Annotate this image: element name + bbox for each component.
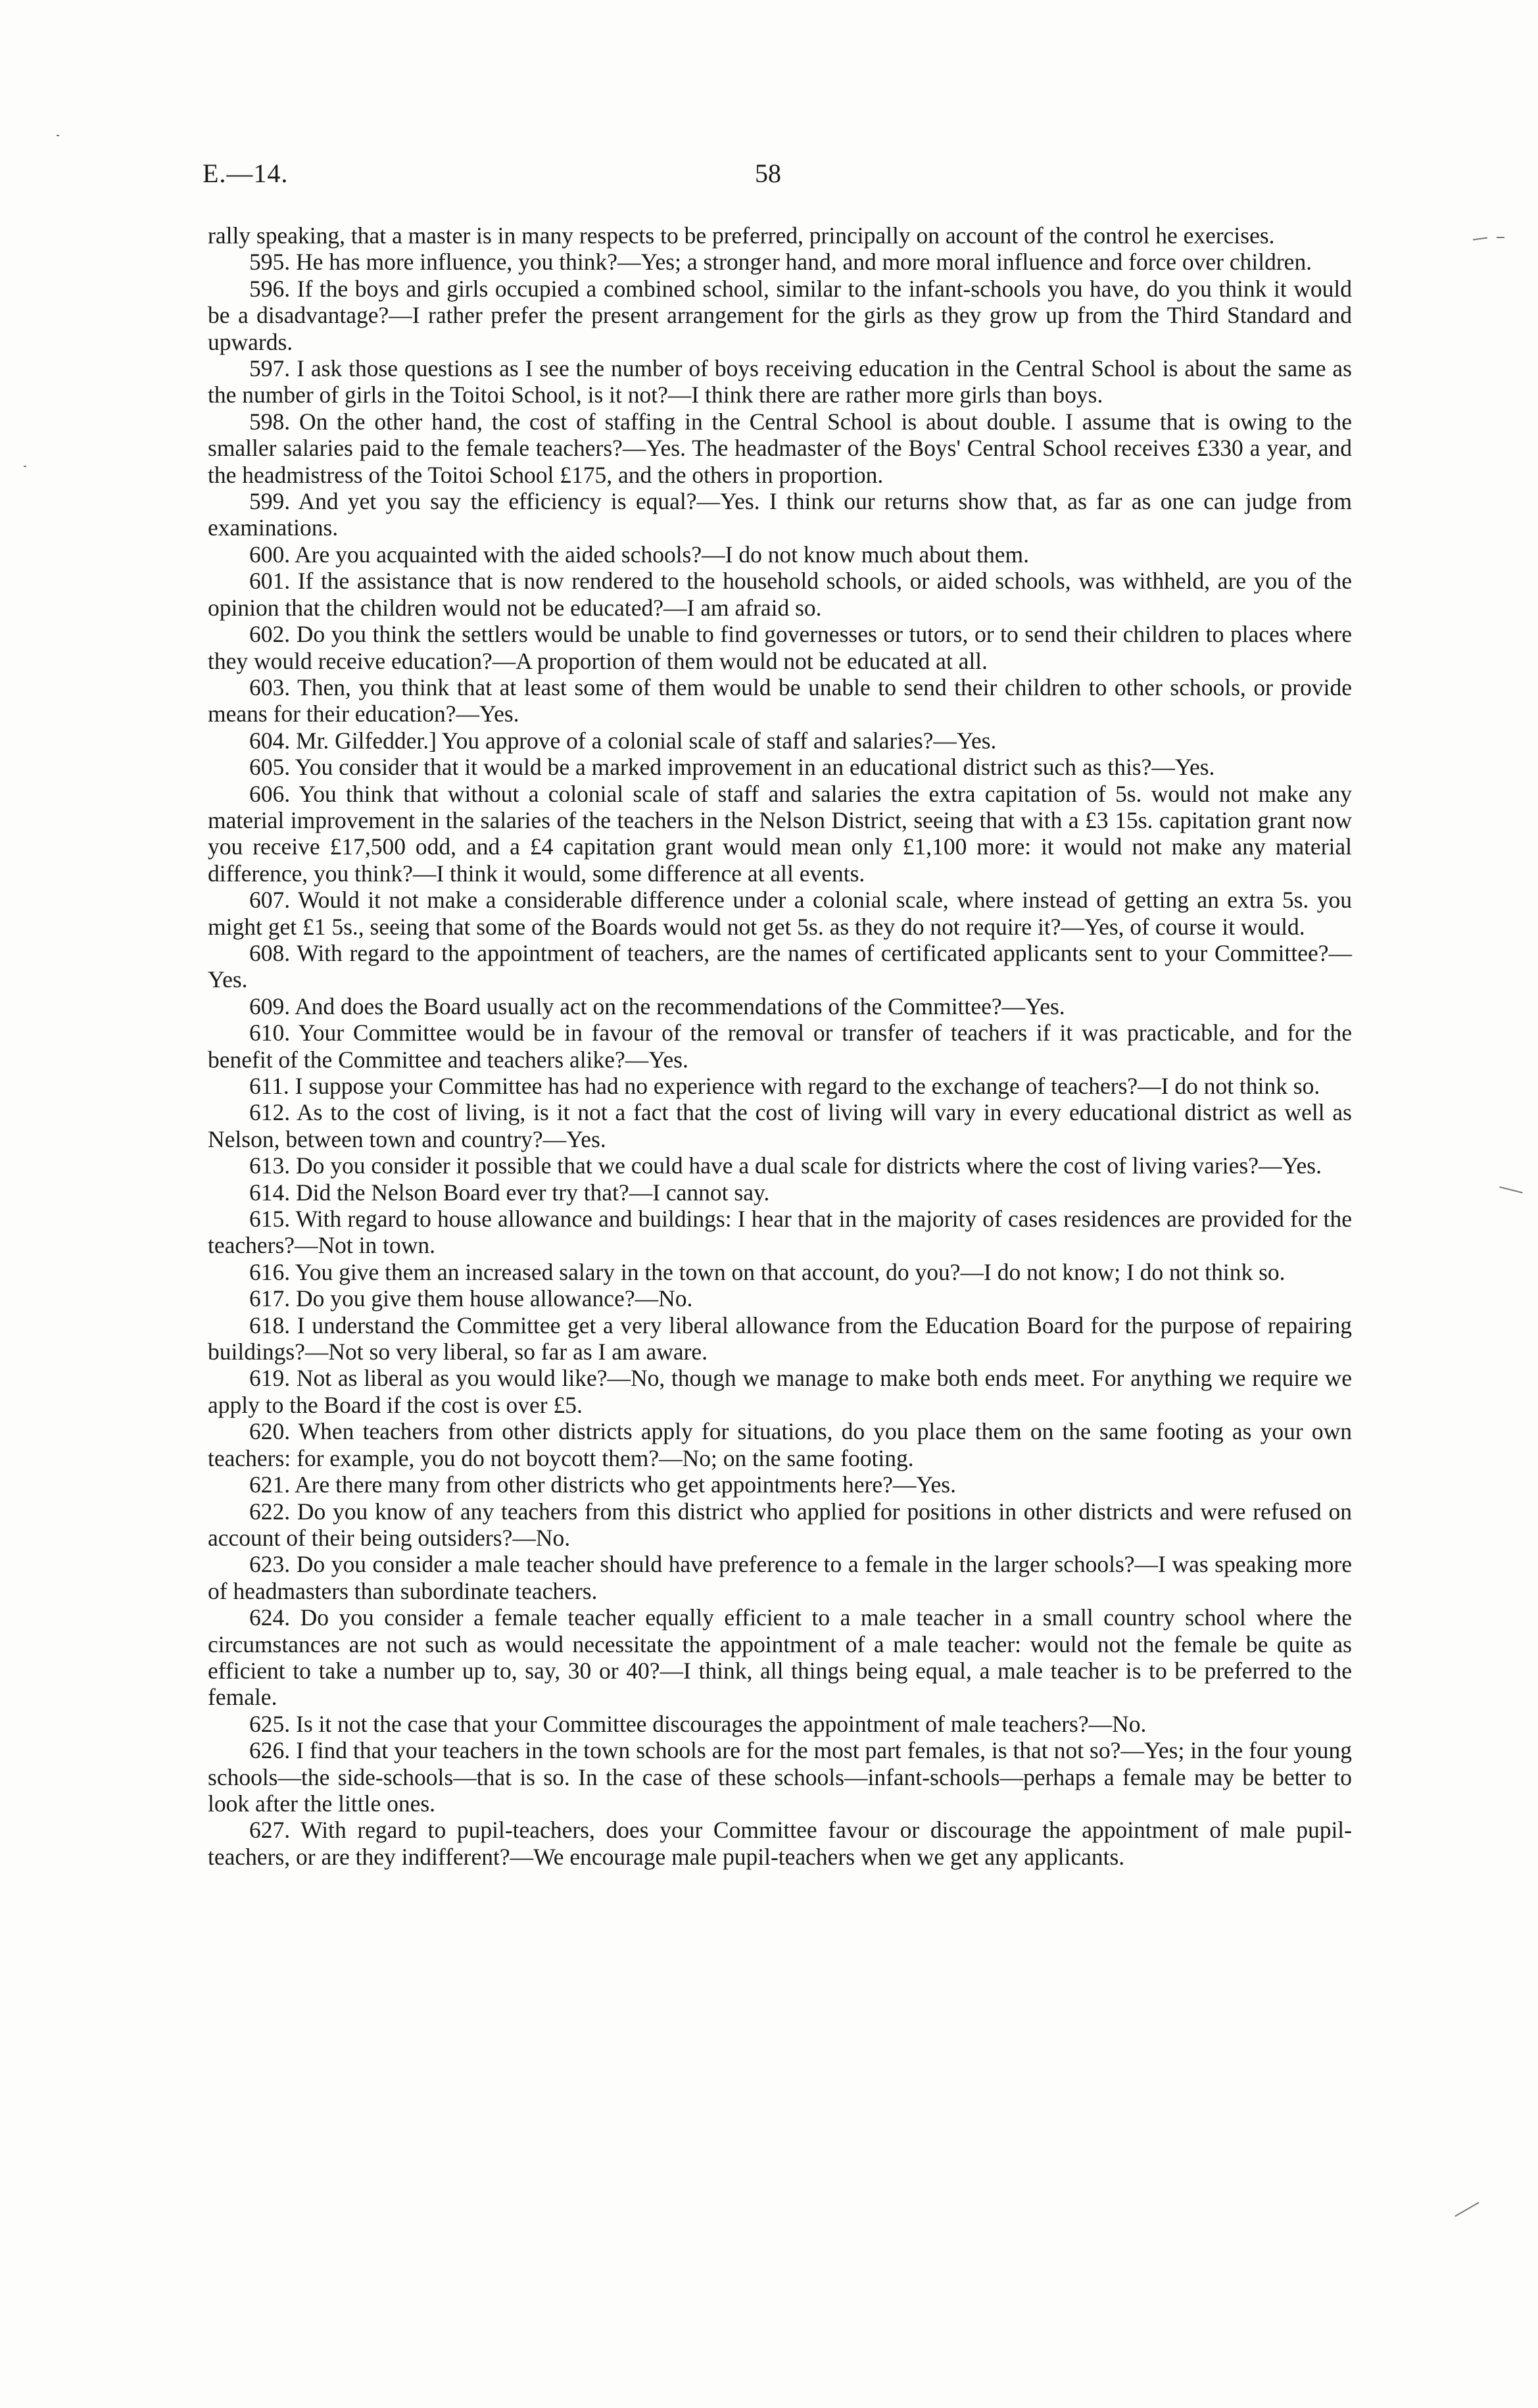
scan-mark — [1473, 237, 1487, 240]
paragraph-618: 618. I understand the Committee get a very liberal allowance from the Education Board for the purpose of repairing buildings?—Not so very liberal, so far as I am aware. — [208, 1312, 1352, 1365]
paragraph-620: 620. When teachers from other districts apply for situations, do you place them on the same footing as your own teachers: for example, you do not boycott them?—No; on the same footing. — [208, 1418, 1352, 1471]
paragraph-616: 616. You give them an increased salary in the town on that account, do you?—I do not know; I do not think so. — [249, 1258, 1286, 1285]
paragraph-624: 624. Do you consider a female teacher equally efficient to a male teacher in a small country school where the circumstances are not such as would necessitate the appointment of a male teacher: would not the female be quite as efficient to take a number up to, say, 30 or 40?—I think, all things being equal, a male teacher is to be preferred to the female. — [208, 1604, 1352, 1711]
paragraph-607: 607. Would it not make a considerable difference under a colonial scale, where instead of getting an extra 5s. you might get £1 5s., seeing that some of the Boards would not get 5s. as they do not require it?—Yes, of course it would. — [208, 887, 1352, 940]
paragraph-601: 601. If the assistance that is now rendered to the household schools, or aided schools, was withheld, are you of the opinion that the children would not be educated?—I am afraid so. — [208, 568, 1352, 621]
paragraph-626: 626. I find that your teachers in the town schools are for the most part females, is that not so?—Yes; in the four young schools—the side-schools—that is so. In the case of these schools—infant-schools—perhaps a female may be better to look after the little ones. — [208, 1737, 1352, 1817]
paragraph-617: 617. Do you give them house allowance?—No. — [249, 1285, 693, 1312]
scan-mark — [57, 135, 59, 136]
scan-mark — [1499, 1187, 1522, 1194]
paragraph-609: 609. And does the Board usually act on the recommendations of the Committee?—Yes. — [249, 993, 1065, 1020]
paragraph-625: 625. Is it not the case that your Committee discourages the appointment of male teachers?—No. — [249, 1710, 1147, 1737]
paragraph-continued: rally speaking, that a master is in many respects to be preferred, principally on account of the control he exercises. — [208, 222, 1275, 249]
paragraph-604: 604. Mr. Gilfedder.] You approve of a colonial scale of staff and salaries?—Yes. — [249, 727, 997, 754]
paragraph-602: 602. Do you think the settlers would be unable to find governesses or tutors, or to send their children to places where they would receive education?—A proportion of them would not be educated at all. — [208, 621, 1352, 674]
scan-mark — [1497, 237, 1504, 238]
document-reference: E.—14. — [203, 159, 289, 188]
paragraph-597: 597. I ask those questions as I see the number of boys receiving education in the Central School is about the same as the number of girls in the Toitoi School, is it not?—I think there are rather more girls than boys. — [208, 355, 1352, 408]
paragraph-615: 615. With regard to house allowance and buildings: I hear that in the majority of cases residences are provided for the teachers?—Not in town. — [208, 1206, 1352, 1259]
scan-mark — [1454, 2202, 1479, 2217]
paragraph-621: 621. Are there many from other districts who get appointments here?—Yes. — [249, 1471, 956, 1498]
page-header — [203, 158, 1347, 197]
paragraph-595: 595. He has more influence, you think?—Yes; a stronger hand, and more moral influence and force over children. — [249, 249, 1312, 276]
paragraph-623: 623. Do you consider a male teacher should have preference to a female in the larger schools?—I was speaking more of headmasters than subordinate teachers. — [208, 1551, 1352, 1604]
paragraph-600: 600. Are you acquainted with the aided schools?—I do not know much about them. — [249, 541, 1030, 568]
body-text — [208, 222, 1352, 1870]
paragraph-612: 612. As to the cost of living, is it not a fact that the cost of living will vary in every educational district as well as Nelson, between town and country?—Yes. — [208, 1099, 1352, 1152]
paragraph-613: 613. Do you consider it possible that we could have a dual scale for districts where the cost of living varies?—Yes. — [249, 1152, 1322, 1179]
paragraph-603: 603. Then, you think that at least some of them would be unable to send their children to other schools, or provide means for their education?—Yes. — [208, 674, 1352, 727]
paragraph-619: 619. Not as liberal as you would like?—No, though we manage to make both ends meet. For anything we require we apply to the Board if the cost is over £5. — [208, 1365, 1352, 1418]
paragraph-622: 622. Do you know of any teachers from this district who applied for positions in other districts and were refused on account of their being outsiders?—No. — [208, 1498, 1352, 1551]
paragraph-605: 605. You consider that it would be a marked improvement in an educational district such as this?—Yes. — [249, 754, 1215, 781]
scan-mark — [24, 466, 26, 467]
page-number: 58 — [755, 159, 781, 188]
paragraph-610: 610. Your Committee would be in favour of the removal or transfer of teachers if it was practicable, and for the benefit of the Committee and teachers alike?—Yes. — [208, 1020, 1352, 1073]
paragraph-598: 598. On the other hand, the cost of staffing in the Central School is about double. I assume that is owing to the smaller salaries paid to the female teachers?—Yes. The headmaster of the Boys' Central School receives £330 a year, and the headmistress of the Toitoi School £175, and the others in proportion. — [208, 408, 1352, 488]
paragraph-599: 599. And yet you say the efficiency is equal?—Yes. I think our returns show that, as far as one can judge from examinations. — [208, 488, 1352, 541]
paragraph-614: 614. Did the Nelson Board ever try that?—I cannot say. — [249, 1179, 770, 1206]
paragraph-606: 606. You think that without a colonial scale of staff and salaries the extra capitation of 5s. would not make any material improvement in the salaries of the teachers in the Nelson District, seeing that with a £3 15s. capitation grant now you receive £17,500 odd, and a £4 capitation grant would mean only £1,100 more: it would not make any material difference, you think?—I think it would, some difference at all events. — [208, 780, 1352, 887]
paragraph-627: 627. With regard to pupil-teachers, does your Committee favour or discourage the appointment of male pupil-teachers, or are they indifferent?—We encourage male pupil-teachers when we get any applicants. — [208, 1817, 1352, 1870]
paragraph-608: 608. With regard to the appointment of teachers, are the names of certificated applicants sent to your Committee?—Yes. — [208, 939, 1352, 993]
paragraph-611: 611. I suppose your Committee has had no experience with regard to the exchange of teachers?—I do not think so. — [249, 1073, 1320, 1099]
paragraph-596: 596. If the boys and girls occupied a combined school, similar to the infant-schools you have, do you think it would be a disadvantage?—I rather prefer the present arrangement for the girls as they grow up from the Third Standard and upwards. — [208, 275, 1352, 355]
